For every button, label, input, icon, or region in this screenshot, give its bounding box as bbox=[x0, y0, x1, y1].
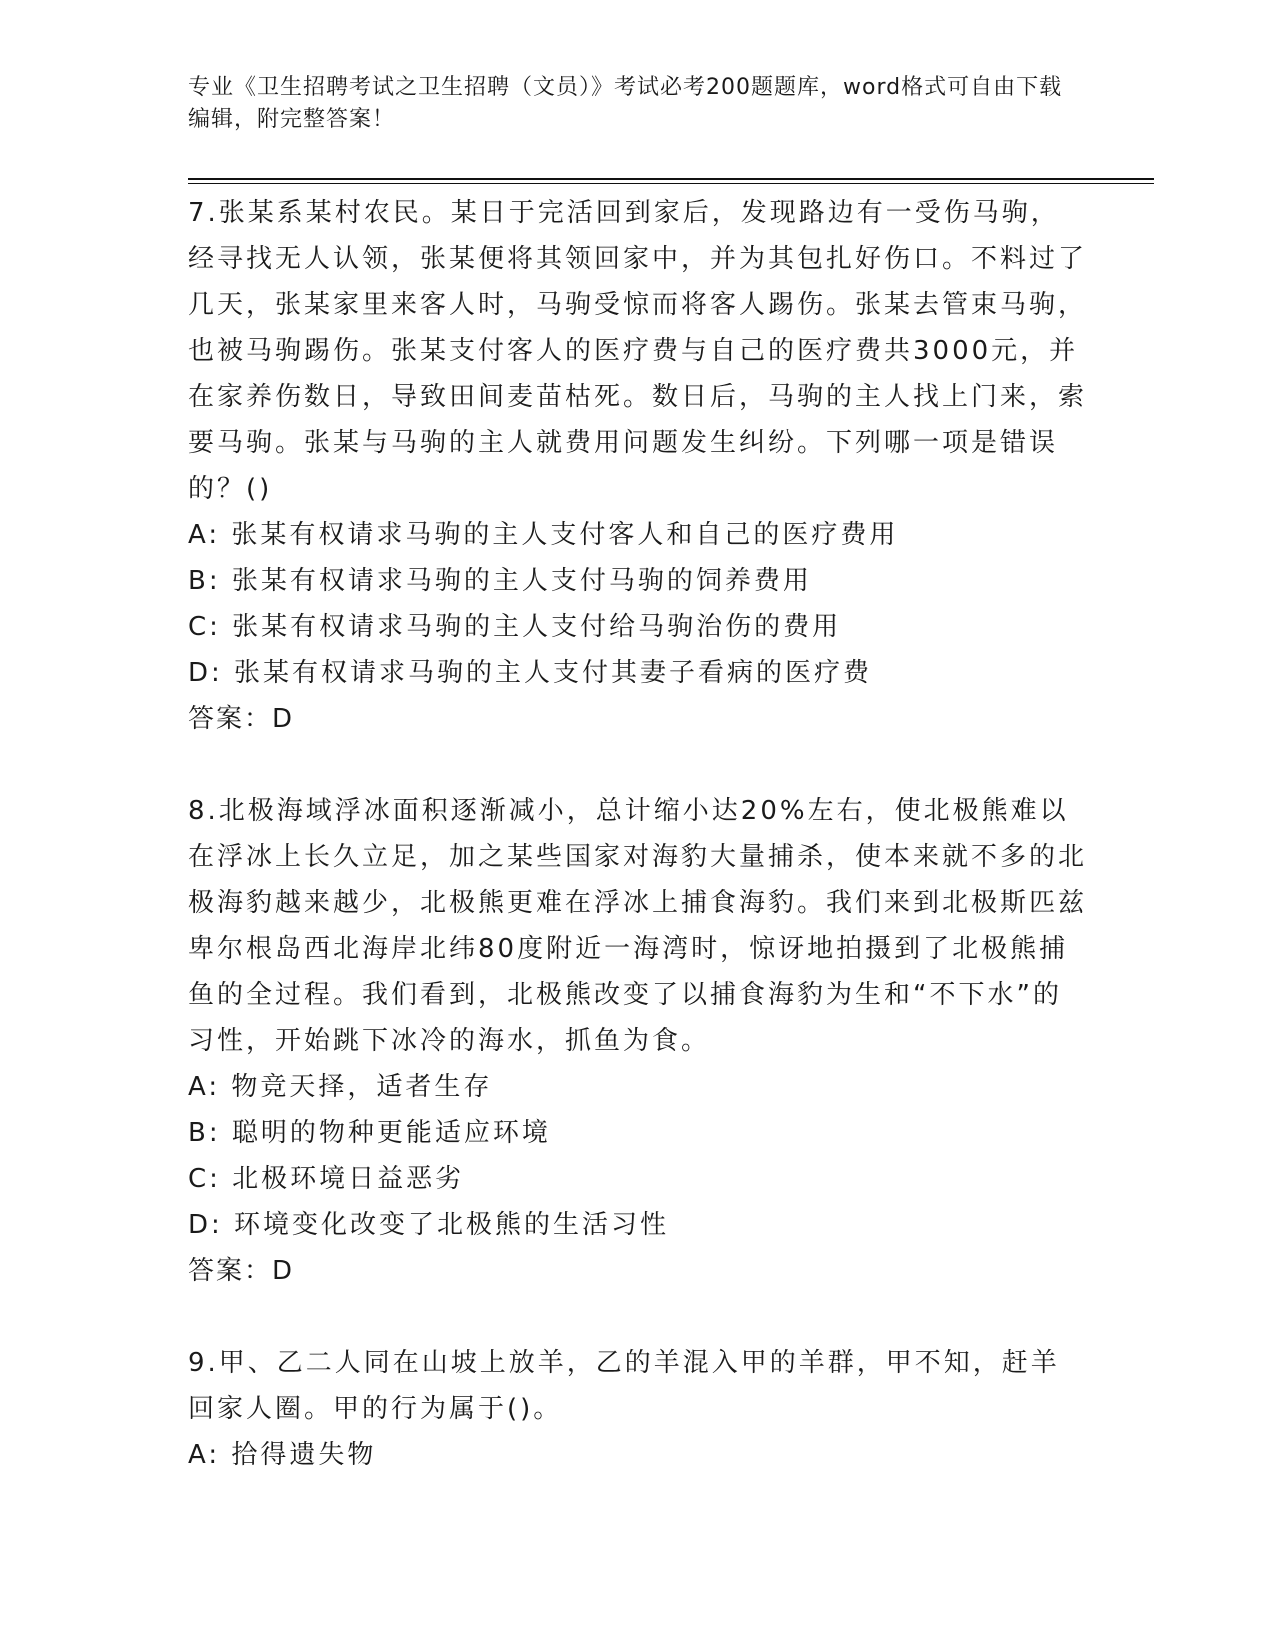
question-stem: 8.北极海域浮冰面积逐渐减小，总计缩小达20%左右，使北极熊难以在浮冰上长久立足，加之某些国家对海豹大量捕杀，使本来就不多的北极海豹越来越少，北极熊更难在浮冰上捕食海豹。我们来到北极斯匹兹卑尔根岛西北海岸北纬80度附近一海湾时，惊讶地拍摄到了北极熊捕鱼的全过程。我们看到，北极熊改变了以捕食海豹为生和“不下水”的习性，开始跳下冰冷的海水，抓鱼为食。 bbox=[188, 796, 1088, 1056]
header-divider-thick bbox=[188, 178, 1154, 180]
question-7 bbox=[188, 190, 1088, 742]
option-b: B: 张某有权请求马驹的主人支付马驹的饲养费用 bbox=[188, 566, 812, 596]
answer-line: 答案：D bbox=[188, 1256, 295, 1286]
option-a: A: 拾得遗失物 bbox=[188, 1440, 377, 1470]
option-d: D: 张某有权请求马驹的主人支付其妻子看病的医疗费 bbox=[188, 658, 873, 688]
question-9 bbox=[188, 1340, 1088, 1478]
question-list bbox=[188, 190, 1088, 1478]
header-divider-thin bbox=[188, 183, 1154, 184]
document-header: 专业《卫生招聘考试之卫生招聘（文员）》考试必考200题题库，word格式可自由下载编辑，附完整答案！ bbox=[188, 75, 1063, 132]
option-b: B: 聪明的物种更能适应环境 bbox=[188, 1118, 551, 1148]
option-c: C: 张某有权请求马驹的主人支付给马驹治伤的费用 bbox=[188, 612, 842, 642]
option-c: C: 北极环境日益恶劣 bbox=[188, 1164, 465, 1194]
question-8 bbox=[188, 788, 1088, 1294]
option-a: A: 物竞天择，适者生存 bbox=[188, 1072, 493, 1102]
option-d: D: 环境变化改变了北极熊的生活习性 bbox=[188, 1210, 670, 1240]
question-stem: 7.张某系某村农民。某日于完活回到家后，发现路边有一受伤马驹，经寻找无人认领，张某便将其领回家中，并为其包扎好伤口。不料过了几天，张某家里来客人时，马驹受惊而将客人踢伤。张某去管束马驹，也被马驹踢伤。张某支付客人的医疗费与自己的医疗费共3000元，并在家养伤数日，导致田间麦苗枯死。数日后，马驹的主人找上门来，索要马驹。张某与马驹的主人就费用问题发生纠纷。下列哪一项是错误的？() bbox=[188, 198, 1088, 504]
option-a: A: 张某有权请求马驹的主人支付客人和自己的医疗费用 bbox=[188, 520, 899, 550]
question-stem: 9.甲、乙二人同在山坡上放羊，乙的羊混入甲的羊群，甲不知，赶羊回家人圈。甲的行为属于()。 bbox=[188, 1348, 1060, 1424]
answer-line: 答案：D bbox=[188, 704, 295, 734]
